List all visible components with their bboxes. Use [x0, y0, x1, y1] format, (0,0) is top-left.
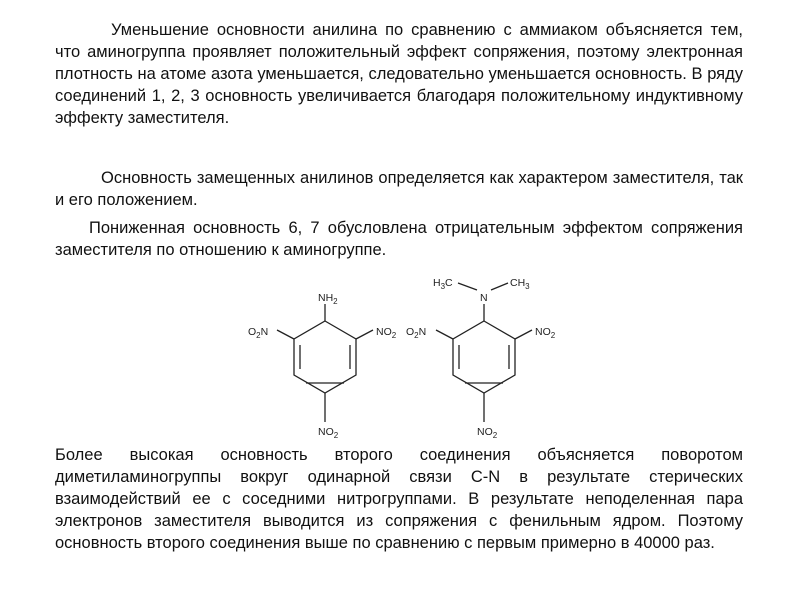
- label-no2-right: $NO_2$: [535, 326, 556, 340]
- paragraph-aniline-basicity: Уменьшение основности анилина по сравнению с аммиаком объясняется тем, что аминогруппа проявляет положительный эффект сопряжения, поэтому электронная плотность на атоме азота уменьшается, следовательно уменьшается основность. В ряду соединений 1, 2, 3 основность увеличивается благодаря положительному индуктивному эффекту заместителя.: [55, 21, 743, 127]
- label-ch3: $CH_3$: [510, 277, 530, 291]
- bond-to-right-methyl: [491, 283, 508, 290]
- bond-to-left-methyl: [458, 283, 477, 290]
- benzene-ring-2: [453, 321, 515, 393]
- label-no2-right: $NO_2$: [376, 326, 397, 340]
- label-n: N: [480, 292, 488, 304]
- label-o2n-left: $O_2N$: [406, 326, 427, 340]
- bond-to-left-no2: [436, 330, 453, 339]
- bond-to-right-no2: [356, 330, 373, 339]
- label-o2n-left: $O_2N$: [248, 326, 269, 340]
- paragraph-reduced-basicity: Пониженная основность 6, 7 обусловлена отрицательным эффектом сопряжения заместителя по отношению к аминогруппе.: [55, 219, 743, 259]
- paragraph-steric-explanation: Более высокая основность второго соединения объясняется поворотом диметиламиногруппы вокруг одинарной связи C-N в результате стерических взаимодействий ее с соседними нитрогруппами. В результате неподеленная пара электронов заместителя выводится из сопряжения с фенильным ядром. Поэтому основность второго соединения выше по сравнению с первым примерно в 40000 раз.: [55, 446, 743, 552]
- bond-to-left-no2: [277, 330, 294, 339]
- molecule-trinitroaniline: [248, 292, 397, 440]
- label-no2-bottom: $NO_2$: [477, 426, 498, 440]
- label-h3c: $H_3C$: [433, 277, 453, 291]
- benzene-ring-1: [294, 321, 356, 393]
- molecule-dimethyl-trinitroaniline: [406, 277, 556, 440]
- bond-to-right-no2: [515, 330, 532, 339]
- paragraph-substituted-anilines: Основность замещенных анилинов определяется как характером заместителя, так и его положением.: [55, 169, 743, 209]
- label-no2-bottom: $NO_2$: [318, 426, 339, 440]
- label-nh2: $NH_2$: [318, 292, 338, 306]
